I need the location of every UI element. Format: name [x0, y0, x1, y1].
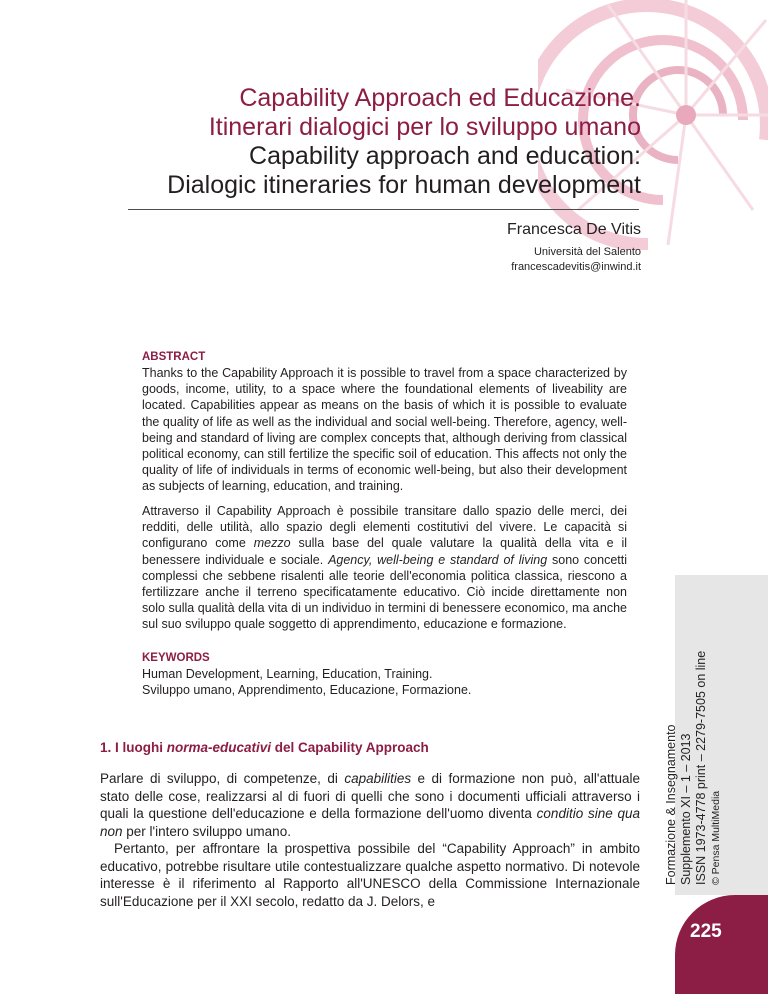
page-number: 225 [690, 921, 722, 942]
title-english-line1: Capability approach and education: [249, 142, 641, 170]
abstract-italian-mezzo: mezzo [253, 536, 291, 551]
abstract-italian [142, 503, 627, 633]
keywords-block [142, 651, 627, 698]
keywords-english: Human Development, Learning, Education, Training. [142, 667, 433, 681]
body-paragraph-2: Pertanto, per affrontare la prospettiva possibile del “Capability Approach” in ambito educativo, potrebbe risultare utile contestualizzare qualche aspetto normativo. Di notevole interesse è il riferimento al Rapporto all'UNESCO della Commissione Internazionale sull'Educazione per il XXI secolo, redatto da J. Delors, e [100, 841, 640, 909]
title-english-line2: Dialogic itineraries for human development [167, 171, 641, 199]
author-affiliation-block [511, 245, 641, 275]
journal-name: Formazione & Insegnamento [664, 724, 678, 885]
author-affiliation: Università del Salento [533, 246, 641, 258]
abstract-italian-text-2: sulla base del quale valutare la qualità della vita e il benessere individuale e sociale. [142, 536, 628, 567]
section-heading: 1. I luoghi norma-educativi del Capability Approach [100, 740, 429, 755]
keywords-italian: Sviluppo umano, Apprendimento, Educazione, Formazione. [142, 683, 472, 698]
author-name: Francesca De Vitis [507, 221, 641, 238]
body-paragraph-1: Parlare di sviluppo, di competenze, di capabilities e di formazione non può, all'attuale stato delle cose, realizzarsi al di fuori di quelli che sono i documenti ufficiali attraverso i quali la questione dell'educazione e della formazione dell'uomo diventa conditio sine qua non per l'intero sviluppo umano. [100, 771, 641, 839]
article-title [167, 84, 641, 200]
abstract-italian-text-3: sono concetti complessi che sebbene risalenti alle teorie dell'economia politica classica, riescono a fertilizzare anche il terreno specificatamente educativo. Ciò incide direttamente non solo sulla qualità della vita di un individuo in termini di benessere economico, ma anche sul suo sviluppo quale soggetto di apprendimento, educazione e formazione. [142, 552, 628, 632]
page-number-tab [675, 895, 768, 994]
author-email: francescadevitis@inwind.it [511, 261, 641, 273]
journal-issn: ISSN 1973-4778 print – 2279-7505 on line [694, 650, 708, 885]
journal-publisher: © Pensa MultiMedia [710, 790, 722, 885]
keywords-heading: KEYWORDS [142, 652, 210, 664]
title-italian-line1: Capability Approach ed Educazione. [239, 84, 641, 112]
journal-issue: Supplemento XI – 1 – 2013 [679, 733, 693, 885]
abstract-english-text: Thanks to the Capability Approach it is possible to travel from a space characterized by goods, income, utility, to a space where the foundational elements of liveability are located. Capabilities appear as means on the basis of which it is possible to evaluate the quality of life as well as the individual and social well-being. Therefore, agency, well-being and standard of living are complex concepts that, although deriving from classical political economy, can still fertilize the specific soil of education. This affects not only the quality of life of individuals in terms of economic well-being, but also their development as subjects of learning, education, and training. [142, 366, 627, 494]
abstract-italian-text-1: Attraverso il Capability Approach è possibile transitare dallo spazio delle merci, dei redditi, delle utilità, allo spazio degli elementi costitutivi del vivere. Le capacità si configurano come [142, 504, 627, 551]
body-text [100, 770, 640, 910]
title-divider [128, 209, 639, 210]
abstract-heading: ABSTRACT [142, 351, 206, 363]
journal-info [664, 585, 749, 885]
abstract-english [142, 350, 627, 495]
abstract-italian-agency: Agency, well-being e standard of living [328, 552, 548, 567]
title-italian-line2: Itinerari dialogici per lo sviluppo umano [208, 113, 641, 141]
